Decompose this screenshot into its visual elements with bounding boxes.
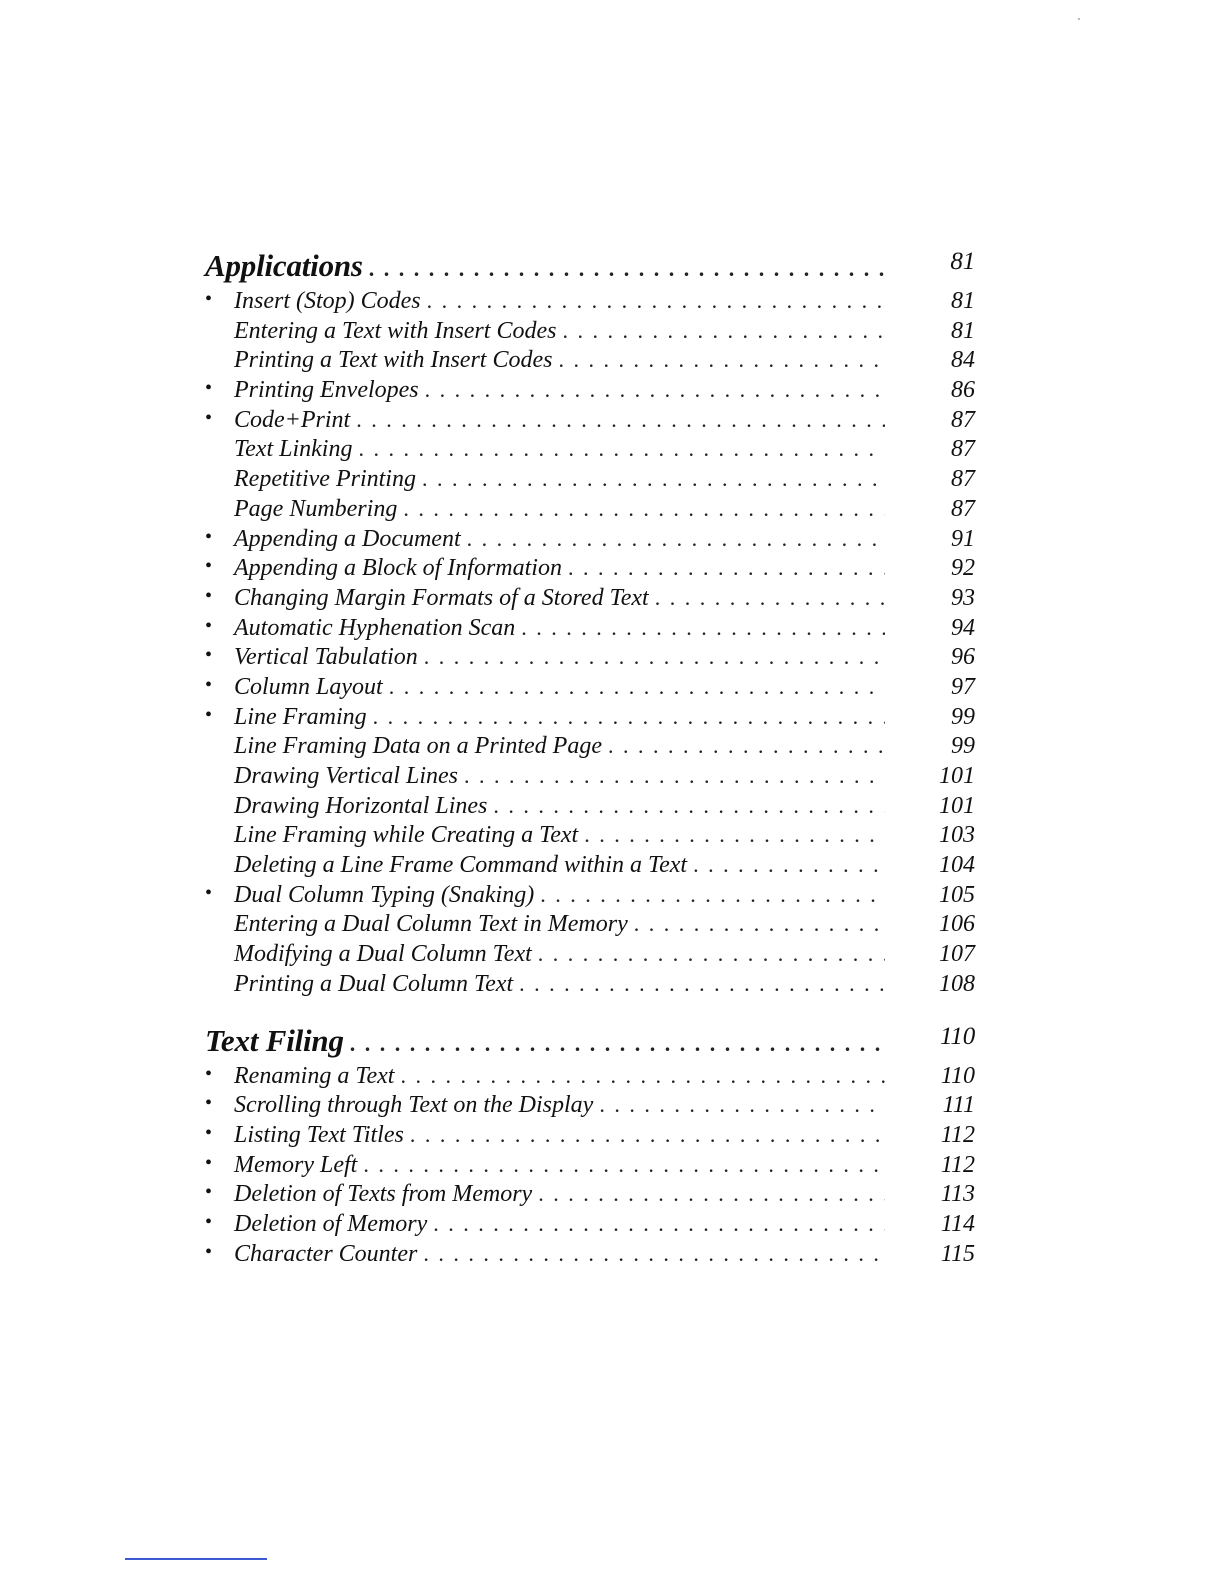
toc-entry-page-number: 96: [885, 644, 975, 671]
dot-leader: [350, 1031, 975, 1057]
toc-entry[interactable]: [205, 318, 975, 348]
bullet-icon: •: [205, 288, 213, 310]
toc-entry-page-number: 81: [885, 288, 975, 315]
toc-entry-label: Printing a Dual Column Text: [234, 970, 514, 997]
bullet-icon: •: [205, 1240, 213, 1263]
toc-entry[interactable]: [205, 793, 975, 823]
toc-section-text-filing: [205, 1023, 975, 1271]
toc-entry-page-number: 101: [885, 763, 975, 790]
toc-entry-page-number: 81: [885, 318, 975, 345]
toc-entry-page-number: 91: [885, 526, 975, 553]
toc-entry-label: Line Framing while Creating a Text: [234, 822, 579, 849]
toc-entry-page-number: 99: [885, 733, 975, 760]
footer-rule: [125, 1558, 267, 1560]
toc-entry-page-number: 97: [885, 674, 975, 701]
toc-entry[interactable]: [205, 733, 975, 763]
toc-entry[interactable]: [205, 1181, 975, 1211]
toc-entry-page-number: 110: [885, 1063, 975, 1090]
toc-entry-page-number: 87: [885, 496, 975, 523]
bullet-icon: •: [205, 881, 213, 904]
toc-entry[interactable]: [205, 288, 975, 318]
section-page-number: 81: [885, 248, 975, 276]
toc-entry-label: Changing Margin Formats of a Stored Text: [234, 584, 649, 611]
scan-mark: [1078, 18, 1080, 20]
toc-entry-page-number: 84: [885, 347, 975, 374]
toc-entry-label: Drawing Horizontal Lines: [234, 792, 488, 819]
toc-entry-label: Renaming a Text: [234, 1062, 395, 1089]
toc-entry-label: Entering a Dual Column Text in Memory: [234, 911, 628, 938]
toc-entry[interactable]: [205, 644, 975, 674]
toc-entry-page-number: 115: [885, 1241, 975, 1268]
toc-entry[interactable]: [205, 1211, 975, 1241]
toc-entry-label: Modifying a Dual Column Text: [234, 941, 532, 968]
toc-entry-label: Line Framing Data on a Printed Page: [234, 733, 602, 760]
bullet-icon: •: [205, 555, 213, 578]
toc-entry-page-number: 94: [885, 615, 975, 642]
toc-entry[interactable]: [205, 555, 975, 585]
toc-entry-page-number: 112: [885, 1152, 975, 1179]
toc-entry-page-number: 113: [885, 1181, 975, 1208]
toc-entry-label: Deleting a Line Frame Command within a Text: [234, 852, 688, 879]
bullet-icon: •: [205, 673, 213, 696]
toc-entry-page-number: 114: [885, 1211, 975, 1238]
toc-entry[interactable]: [205, 911, 975, 941]
dot-leader: [363, 1152, 975, 1178]
toc-entry-page-number: 99: [885, 704, 975, 731]
bullet-icon: •: [205, 1121, 213, 1144]
toc-entry-label: Dual Column Typing (Snaking): [234, 881, 535, 908]
toc-entry-label: Deletion of Texts from Memory: [234, 1181, 533, 1208]
section-title: Text Filing: [205, 1022, 344, 1058]
toc-entry-page-number: 111: [885, 1092, 975, 1119]
bullet-icon: •: [205, 703, 213, 726]
toc-entry[interactable]: [205, 763, 975, 793]
toc-entry-page-number: 104: [885, 852, 975, 879]
toc-entry[interactable]: [205, 496, 975, 526]
toc-entry-page-number: 105: [885, 882, 975, 909]
section-title: Applications: [205, 248, 363, 283]
toc-entry-page-number: 103: [885, 822, 975, 849]
toc-entry-label: Column Layout: [234, 673, 383, 700]
section-page-number: 110: [885, 1023, 975, 1051]
toc-entry-label: Page Numbering: [234, 495, 398, 522]
toc-entry-label: Deletion of Memory: [234, 1210, 428, 1237]
toc-entry-page-number: 101: [885, 793, 975, 820]
toc-entry[interactable]: [205, 941, 975, 971]
bullet-icon: •: [205, 377, 213, 400]
bullet-icon: •: [205, 1092, 213, 1115]
toc-entry-label: Appending a Document: [234, 525, 461, 552]
toc-entry-label: Drawing Vertical Lines: [234, 763, 459, 789]
toc-entry-label: Vertical Tabulation: [234, 644, 418, 671]
dot-leader: [358, 436, 975, 462]
toc-entry-page-number: 107: [885, 941, 975, 968]
bullet-icon: •: [205, 525, 213, 548]
toc-entry[interactable]: [205, 466, 975, 496]
bullet-icon: •: [205, 1062, 213, 1085]
toc-entry-page-number: 87: [885, 436, 975, 463]
toc-entry[interactable]: [205, 615, 975, 645]
toc-entry-label: Printing Envelopes: [234, 377, 419, 404]
toc-entry[interactable]: [205, 436, 975, 466]
toc-entry-page-number: 108: [885, 971, 975, 998]
bullet-icon: •: [205, 1210, 213, 1233]
toc-section-heading[interactable]: [205, 248, 975, 288]
toc-entry-label: Text Linking: [234, 436, 353, 463]
toc-entry-label: Entering a Text with Insert Codes: [234, 317, 557, 344]
bullet-icon: •: [205, 614, 213, 637]
toc-entry[interactable]: [205, 674, 975, 704]
toc-entry-label: Memory Left: [234, 1151, 358, 1178]
table-of-contents: [205, 248, 975, 1270]
toc-entry-label: Scrolling through Text on the Display: [234, 1092, 594, 1119]
toc-entry-page-number: 112: [885, 1122, 975, 1149]
toc-entry-label: Character Counter: [234, 1240, 418, 1267]
bullet-icon: •: [205, 644, 213, 667]
toc-entry[interactable]: [205, 1241, 975, 1271]
toc-entry[interactable]: [205, 347, 975, 377]
dot-leader: [356, 407, 975, 433]
toc-entry[interactable]: [205, 526, 975, 556]
toc-section-applications: [205, 248, 975, 1001]
toc-entry-label: Line Framing: [234, 703, 367, 730]
toc-entry[interactable]: [205, 704, 975, 734]
toc-entry-page-number: 87: [885, 407, 975, 434]
toc-entry-page-number: 87: [885, 466, 975, 493]
toc-entry-label: Repetitive Printing: [234, 466, 416, 493]
toc-entry[interactable]: [205, 971, 975, 1001]
toc-entry[interactable]: [205, 1152, 975, 1182]
toc-section-heading[interactable]: [205, 1023, 975, 1063]
bullet-icon: •: [205, 406, 213, 429]
toc-entry-label: Appending a Block of Information: [234, 555, 562, 582]
toc-entry-page-number: 106: [885, 911, 975, 938]
toc-entry[interactable]: [205, 377, 975, 407]
toc-entry-page-number: 86: [885, 377, 975, 404]
toc-entry[interactable]: [205, 822, 975, 852]
toc-entry[interactable]: [205, 407, 975, 437]
bullet-icon: •: [205, 584, 213, 607]
toc-entry[interactable]: [205, 1122, 975, 1152]
bullet-icon: •: [205, 1151, 213, 1174]
toc-entry[interactable]: [205, 852, 975, 882]
toc-entry-label: Automatic Hyphenation Scan: [234, 614, 516, 641]
toc-entry-label: Insert (Stop) Codes: [234, 288, 421, 314]
toc-entry[interactable]: [205, 585, 975, 615]
bullet-icon: •: [205, 1181, 213, 1204]
toc-entry-page-number: 93: [885, 585, 975, 612]
toc-entry-label: Listing Text Titles: [234, 1121, 404, 1148]
toc-entry-label: Code+Print: [234, 406, 351, 433]
toc-entry[interactable]: [205, 882, 975, 912]
toc-entry-label: Printing a Text with Insert Codes: [234, 347, 553, 374]
toc-entry-page-number: 92: [885, 555, 975, 582]
toc-entry[interactable]: [205, 1092, 975, 1122]
toc-entry[interactable]: [205, 1063, 975, 1093]
